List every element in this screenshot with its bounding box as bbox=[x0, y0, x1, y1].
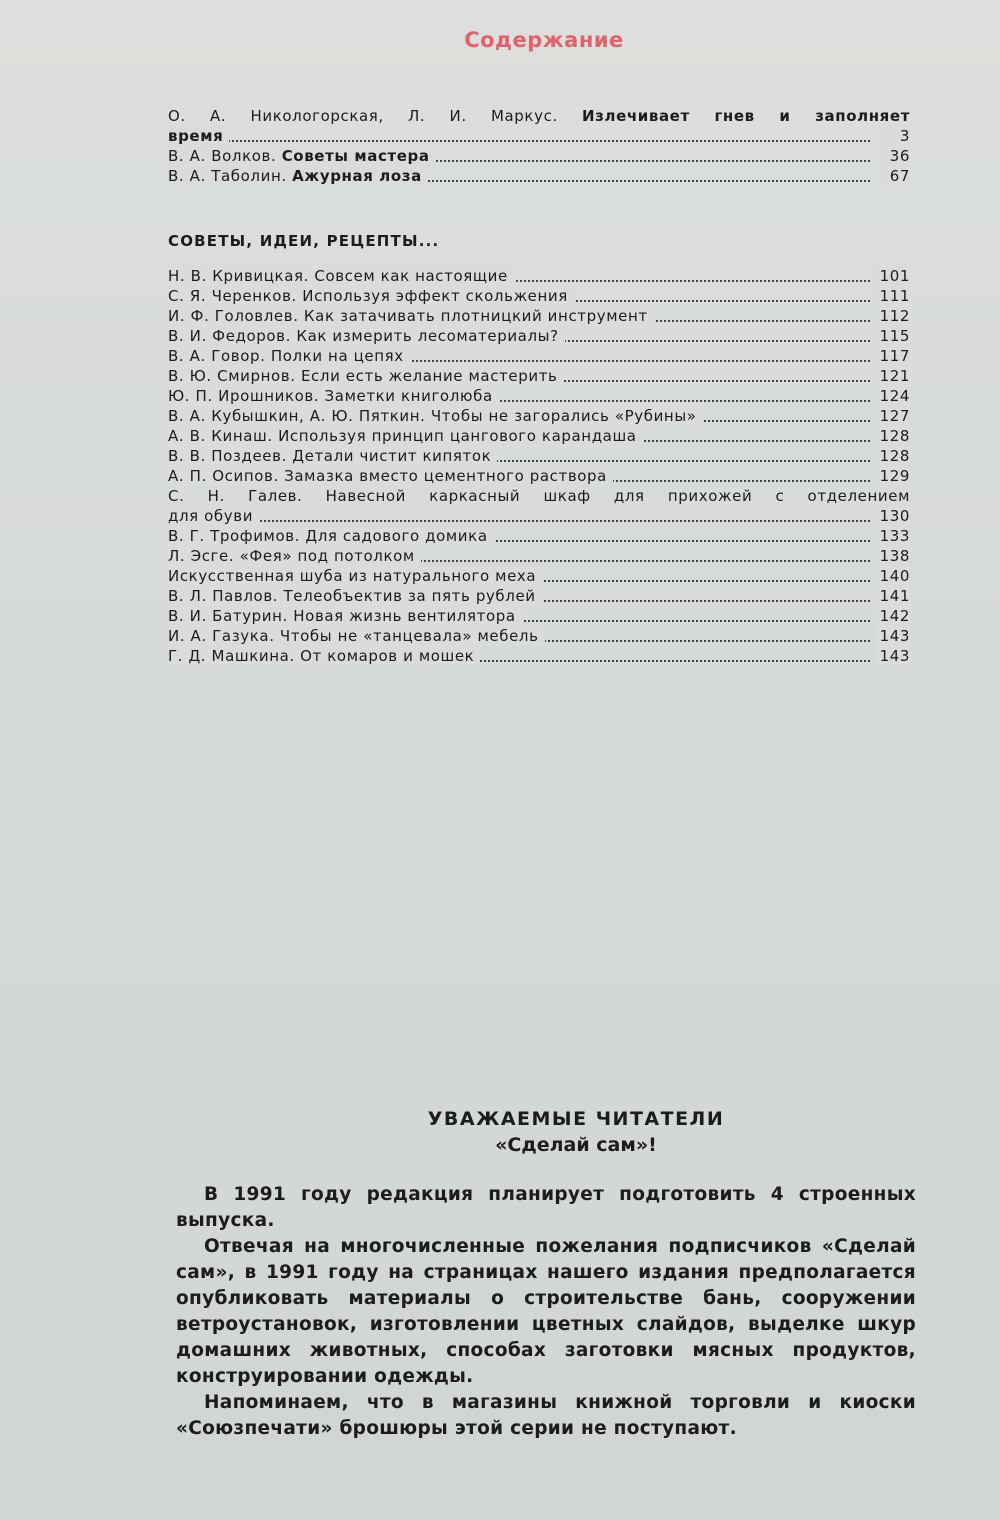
toc-entry bbox=[168, 346, 910, 366]
toc-entry bbox=[168, 586, 910, 606]
toc-entry bbox=[168, 146, 910, 166]
notice-paragraph: Напоминаем, что в магазины книжной торговли и киоски «Союзпечати» брошюры этой серии не поступают. bbox=[176, 1392, 916, 1439]
toc-entry bbox=[168, 406, 910, 426]
toc-tips-list bbox=[168, 266, 910, 666]
toc-entry-author: В. А. Таболин. bbox=[168, 167, 287, 185]
toc-entry-page: 112 bbox=[874, 306, 910, 326]
toc-entry-text: В. А. Кубышкин, А. Ю. Пяткин. Чтобы не загорались «Рубины» bbox=[168, 406, 703, 426]
toc-entry-text: С. Н. Галев. Навесной каркасный шкаф для прихожей с отделением bbox=[168, 487, 910, 505]
toc-entry-text: Л. Эсге. «Фея» под потолком bbox=[168, 546, 421, 566]
toc-entry bbox=[168, 566, 910, 586]
toc-entry-page: 67 bbox=[876, 166, 910, 186]
page-title: Содержание bbox=[464, 28, 624, 52]
reader-notice bbox=[176, 1106, 916, 1442]
toc-entry-text: И. Ф. Головлев. Как затачивать плотницкий инструмент bbox=[168, 306, 654, 326]
toc-entry-text: Искусственная шуба из натурального меха bbox=[168, 566, 542, 586]
toc-entry bbox=[168, 546, 910, 566]
toc-entry-text: А. В. Кинаш. Используя принцип цангового карандаша bbox=[168, 426, 643, 446]
toc-entry-text: В. И. Федоров. Как измерить лесоматериалы? bbox=[168, 326, 565, 346]
toc-entry bbox=[168, 166, 910, 186]
toc-entry-page: 143 bbox=[874, 646, 910, 666]
toc-entry-text: В. Л. Павлов. Телеобъектив за пять рублей bbox=[168, 586, 542, 606]
dot-leader bbox=[168, 520, 870, 522]
toc-entry-page: 133 bbox=[874, 526, 910, 546]
toc-entry-text: В. И. Батурин. Новая жизнь вентилятора bbox=[168, 606, 522, 626]
toc-entry-text: В. Г. Трофимов. Для садового домика bbox=[168, 526, 494, 546]
toc-entry bbox=[168, 106, 910, 146]
section-heading: СОВЕТЫ, ИДЕИ, РЕЦЕПТЫ... bbox=[168, 232, 440, 250]
toc-entry-text: А. П. Осипов. Замазка вместо цементного раствора bbox=[168, 466, 613, 486]
toc-entry bbox=[168, 286, 910, 306]
notice-paragraph: Отвечая на многочисленные пожелания подписчиков «Сделай сам», в 1991 году на страницах нашего издания предполагается опубликовать материалы о строительстве бань, сооружении ветроустановок, изготовлении цветных слайдов, выделке шкур домашних животных, способах заготовки мясных продуктов, конструировании одежды. bbox=[176, 1236, 916, 1387]
toc-entry-page: 121 bbox=[874, 366, 910, 386]
toc-entry-page: 115 bbox=[874, 326, 910, 346]
toc-entry-title: Излечивает гнев и заполняет bbox=[582, 107, 910, 125]
toc-entry-page: 36 bbox=[876, 146, 910, 166]
toc-entry bbox=[168, 306, 910, 326]
toc-entry bbox=[168, 426, 910, 446]
toc-entry bbox=[168, 646, 910, 666]
toc-entry bbox=[168, 486, 910, 526]
toc-entry-author: О. А. Никологорская, Л. И. Маркус. bbox=[168, 107, 558, 125]
toc-entry-page: 3 bbox=[876, 126, 910, 146]
toc-entry-page: 128 bbox=[874, 446, 910, 466]
toc-entry bbox=[168, 326, 910, 346]
toc-entry-page: 141 bbox=[874, 586, 910, 606]
toc-entry-line bbox=[168, 106, 910, 126]
notice-paragraph: В 1991 году редакция планирует подготовить 4 строенных выпуска. bbox=[176, 1184, 916, 1231]
toc-entry-title: Советы мастера bbox=[281, 147, 430, 165]
toc-entry-page: 140 bbox=[874, 566, 910, 586]
toc-entry-page: 142 bbox=[874, 606, 910, 626]
toc-entry bbox=[168, 466, 910, 486]
toc-entry-page: 117 bbox=[874, 346, 910, 366]
toc-entry bbox=[168, 386, 910, 406]
toc-entry bbox=[168, 606, 910, 626]
toc-entry-page: 111 bbox=[874, 286, 910, 306]
toc-entry bbox=[168, 526, 910, 546]
toc-entry-page: 127 bbox=[874, 406, 910, 426]
toc-entry-page: 128 bbox=[874, 426, 910, 446]
toc-entry-page: 138 bbox=[874, 546, 910, 566]
dot-leader bbox=[168, 140, 870, 142]
toc-entry-page: 129 bbox=[874, 466, 910, 486]
toc-top-list bbox=[168, 106, 910, 186]
toc-entry-text: В. А. Говор. Полки на цепях bbox=[168, 346, 410, 366]
toc-entry-author: В. А. Волков. bbox=[168, 147, 277, 165]
toc-entry-title: Ажурная лоза bbox=[292, 167, 422, 185]
toc-entry-text: В. В. Поздеев. Детали чистит кипяток bbox=[168, 446, 497, 466]
toc-entry-page: 124 bbox=[874, 386, 910, 406]
toc-entry bbox=[168, 366, 910, 386]
toc-entry-text: Н. В. Кривицкая. Совсем как настоящие bbox=[168, 266, 514, 286]
toc-entry-text: И. А. Газука. Чтобы не «танцевала» мебель bbox=[168, 626, 545, 646]
toc-entry-page: 143 bbox=[874, 626, 910, 646]
notice-heading: УВАЖАЕМЫЕ ЧИТАТЕЛИ bbox=[427, 1108, 725, 1130]
toc-entry-page: 130 bbox=[874, 506, 910, 526]
toc-entry bbox=[168, 626, 910, 646]
toc-entry bbox=[168, 446, 910, 466]
toc-entry-text: Г. Д. Машкина. От комаров и мошек bbox=[168, 646, 480, 666]
toc-entry-text: Ю. П. Ирошников. Заметки книголюба bbox=[168, 386, 499, 406]
toc-entry-text-cont: для обуви bbox=[168, 506, 259, 526]
toc-entry-page: 101 bbox=[874, 266, 910, 286]
toc-entry bbox=[168, 266, 910, 286]
toc-entry-text: В. Ю. Смирнов. Если есть желание мастерить bbox=[168, 366, 563, 386]
toc-entry-text: С. Я. Черенков. Используя эффект скольжения bbox=[168, 286, 574, 306]
notice-subheading: «Сделай сам»! bbox=[495, 1134, 657, 1156]
toc-entry-title-cont: время bbox=[168, 126, 229, 146]
